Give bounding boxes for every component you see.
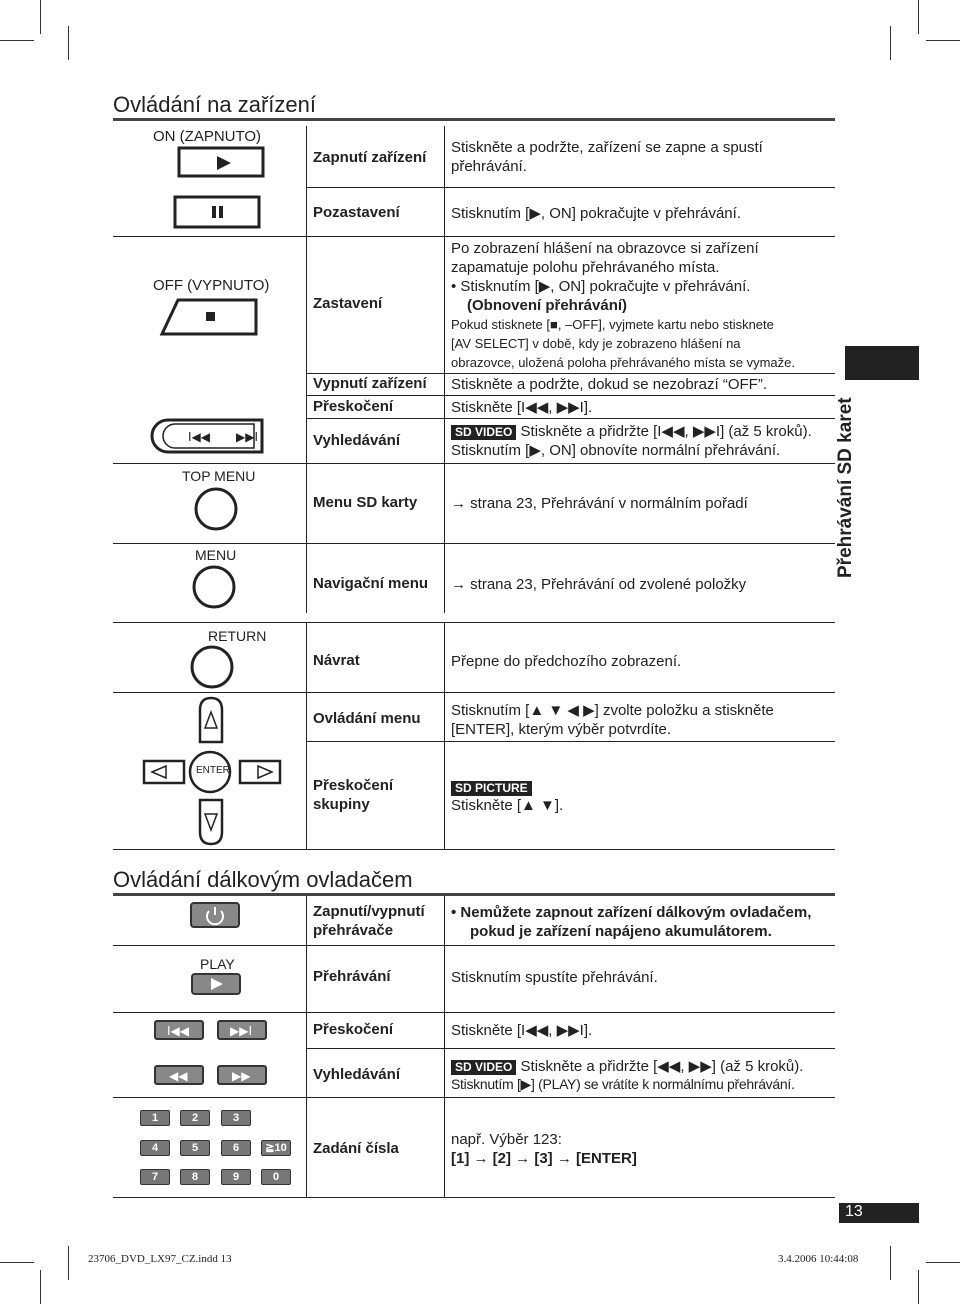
row-desc: Stiskněte [▲ ▼]. — [451, 797, 564, 814]
row-name: Návrat — [313, 652, 360, 669]
row-divider — [113, 849, 835, 850]
skip-rocker-button[interactable] — [150, 418, 270, 454]
row-desc: Stisknutím [▲ ▼ ◀ ▶] zvolte položku a stiskněte — [451, 702, 774, 719]
row-name: Přeskočení — [313, 398, 394, 415]
row-desc: např. Výběr 123: — [451, 1131, 562, 1148]
section-title: Ovládání dálkovým ovladačem — [113, 867, 413, 892]
svg-text:I◀◀: I◀◀ — [188, 430, 210, 444]
row-divider — [306, 395, 835, 396]
column-divider — [444, 126, 445, 613]
row-divider — [113, 543, 835, 544]
row-name: Vyhledávání — [313, 1066, 400, 1083]
page-number-box — [839, 1203, 919, 1223]
skip-forward-button[interactable] — [216, 1019, 268, 1043]
row-name: Přeskočení — [313, 1021, 394, 1038]
row-name: Zastavení — [313, 295, 383, 312]
fast-forward-button[interactable] — [216, 1064, 268, 1088]
row-divider — [113, 622, 835, 623]
return-label: RETURN — [208, 628, 267, 644]
number-key-10plus[interactable]: ≧10 — [261, 1140, 291, 1156]
section-title-underline — [113, 893, 835, 896]
row-divider — [113, 236, 835, 237]
up-button[interactable] — [196, 696, 226, 746]
crop-mark — [68, 26, 69, 60]
row-divider — [306, 741, 835, 742]
number-key-3[interactable]: 3 — [221, 1110, 251, 1126]
row-name: Ovládání menu — [313, 710, 421, 727]
row-divider — [113, 1012, 835, 1013]
crop-mark — [918, 1270, 919, 1304]
crop-mark — [40, 1270, 41, 1304]
row-divider — [113, 945, 835, 946]
enter-label: ENTER — [196, 765, 230, 776]
top-menu-label: TOP MENU — [182, 468, 256, 484]
row-desc: [ENTER], kterým výběr potvrdíte. — [451, 721, 672, 738]
play-button[interactable] — [190, 972, 242, 998]
row-desc: Stiskněte a podržte, zařízení se zapne a spustí přehrávání. — [451, 139, 763, 175]
row-desc: pokud je zařízení napájeno akumulátorem. — [470, 923, 772, 940]
crop-mark — [926, 40, 960, 41]
svg-text:▶▶I: ▶▶I — [230, 1024, 252, 1038]
row-desc: Stiskněte a podržte, dokud se nezobrazí “OFF”. — [451, 376, 767, 393]
crop-mark — [890, 1246, 891, 1280]
power-button[interactable] — [189, 901, 241, 931]
row-divider — [306, 187, 835, 188]
skip-back-button[interactable] — [153, 1019, 205, 1043]
crop-mark — [40, 0, 41, 34]
row-desc: Stisknutím [▶] (PLAY) se vrátíte k normálnímu přehrávání. — [451, 1076, 795, 1092]
right-button[interactable] — [236, 757, 284, 787]
sd-video-badge: SD VIDEO — [451, 425, 516, 440]
column-divider — [306, 126, 307, 613]
crop-mark — [0, 40, 34, 41]
row-name: Přehrávání — [313, 968, 391, 985]
row-desc — [451, 422, 812, 441]
play-label: PLAY — [200, 956, 235, 972]
row-name: Zapnutí/vypnutí — [313, 903, 425, 920]
off-button-label: OFF (VYPNUTO) — [153, 277, 270, 294]
number-key-9[interactable]: 9 — [221, 1169, 251, 1185]
crop-mark — [926, 1262, 960, 1263]
row-desc: • Nemůžete zapnout zařízení dálkovým ovladačem, — [451, 904, 812, 921]
row-desc: [1] → [2] → [3] → [ENTER] — [451, 1150, 637, 1167]
crop-mark — [918, 0, 919, 34]
row-desc: → strana 23, Přehrávání v normálním pořadí — [451, 495, 748, 512]
pause-button[interactable] — [173, 195, 263, 231]
row-desc — [451, 1057, 803, 1076]
svg-text:▶▶: ▶▶ — [232, 1069, 251, 1083]
row-divider — [113, 1097, 835, 1098]
row-desc-small: Pokud stisknete [■, –OFF], vyjmete kartu nebo stisknete — [451, 317, 774, 332]
row-name: Navigační menu — [313, 575, 429, 592]
down-button[interactable] — [196, 796, 226, 846]
row-name: Vypnutí zařízení — [313, 375, 427, 392]
row-name-2: skupiny — [313, 796, 370, 813]
row-desc: Stisknutím [▶, ON] obnovíte normální přehrávání. — [451, 442, 781, 459]
row-desc: Stisknutím spustíte přehrávání. — [451, 969, 658, 986]
page-number: 13 — [845, 1203, 863, 1220]
row-desc-small: [AV SELECT] v době, kdy je zobrazeno hlášení na — [451, 336, 741, 351]
row-desc-line: (Obnovení přehrávání) — [467, 297, 628, 314]
row-divider — [113, 463, 835, 464]
row-name: Zapnutí zařízení — [313, 149, 427, 166]
row-name: Pozastavení — [313, 204, 400, 221]
on-button-label: ON (ZAPNUTO) — [153, 128, 262, 145]
crop-mark — [890, 26, 891, 60]
row-desc-small: obrazovce, uložená poloha přehrávaného místa se vymaže. — [451, 355, 795, 370]
row-name: Menu SD karty — [313, 494, 418, 511]
row-desc-text: Stiskněte a přidržte [I◀◀, ▶▶I] (až 5 kroků). — [520, 423, 812, 440]
row-desc-line: • Stisknutím [▶, ON] pokračujte v přehrávání. — [451, 278, 751, 295]
svg-text:▶▶I: ▶▶I — [236, 430, 258, 444]
row-desc: Stisknutím [▶, ON] pokračujte v přehrávání. — [451, 205, 741, 222]
number-key-2[interactable]: 2 — [180, 1110, 210, 1126]
footer-date: 3.4.2006 10:44:08 — [778, 1253, 859, 1265]
sd-picture-badge: SD PICTURE — [451, 781, 532, 796]
row-desc-line: Po zobrazení hlášení na obrazovce si zařízení — [451, 240, 759, 257]
section-title-underline — [113, 118, 835, 121]
number-key-5[interactable]: 5 — [180, 1140, 210, 1156]
row-name: Zadání čísla — [313, 1140, 399, 1157]
row-divider — [306, 1048, 835, 1049]
column-divider — [306, 896, 307, 1198]
number-key-4[interactable]: 4 — [140, 1140, 170, 1156]
row-desc-text: Stiskněte a přidržte [◀◀, ▶▶] (až 5 kroků). — [520, 1058, 804, 1075]
rewind-button[interactable] — [153, 1064, 205, 1088]
on-play-button[interactable] — [175, 146, 267, 180]
crop-mark — [68, 1246, 69, 1280]
number-key-1[interactable]: 1 — [140, 1110, 170, 1126]
row-desc: Stiskněte [I◀◀, ▶▶I]. — [451, 1022, 593, 1039]
crop-mark — [0, 1262, 34, 1263]
row-name: Přeskočení — [313, 777, 394, 794]
row-name-2: přehrávače — [313, 922, 394, 939]
row-divider — [306, 418, 835, 419]
row-divider — [113, 1197, 835, 1198]
row-desc: → strana 23, Přehrávání od zvolené položky — [451, 576, 747, 593]
left-button[interactable] — [140, 757, 188, 787]
number-key-6[interactable]: 6 — [221, 1140, 251, 1156]
number-key-8[interactable]: 8 — [180, 1169, 210, 1185]
off-stop-button[interactable] — [158, 298, 260, 338]
svg-text:I◀◀: I◀◀ — [167, 1024, 189, 1038]
top-menu-button[interactable] — [194, 487, 240, 533]
footer-file: 23706_DVD_LX97_CZ.indd 13 — [88, 1253, 232, 1265]
return-button[interactable] — [190, 645, 236, 691]
sd-video-badge: SD VIDEO — [451, 1060, 516, 1075]
svg-text:◀◀: ◀◀ — [169, 1069, 188, 1083]
number-key-7[interactable]: 7 — [140, 1169, 170, 1185]
row-divider — [306, 373, 835, 374]
row-divider — [113, 692, 835, 693]
row-desc — [451, 778, 532, 797]
column-divider — [444, 896, 445, 1198]
row-desc: Stiskněte [I◀◀, ▶▶I]. — [451, 399, 593, 416]
row-desc: Přepne do předchozího zobrazení. — [451, 653, 682, 670]
side-tab-title: Přehrávání SD karet — [835, 397, 856, 578]
number-key-0[interactable]: 0 — [261, 1169, 291, 1185]
row-desc-line: zapamatuje polohu přehrávaného místa. — [451, 259, 720, 276]
menu-label: MENU — [195, 547, 237, 563]
column-divider — [306, 622, 307, 850]
side-tab-marker — [845, 346, 919, 380]
section-title: Ovládání na zařízení — [113, 92, 317, 117]
menu-button[interactable] — [192, 565, 238, 611]
column-divider — [444, 622, 445, 850]
row-name: Vyhledávání — [313, 432, 400, 449]
